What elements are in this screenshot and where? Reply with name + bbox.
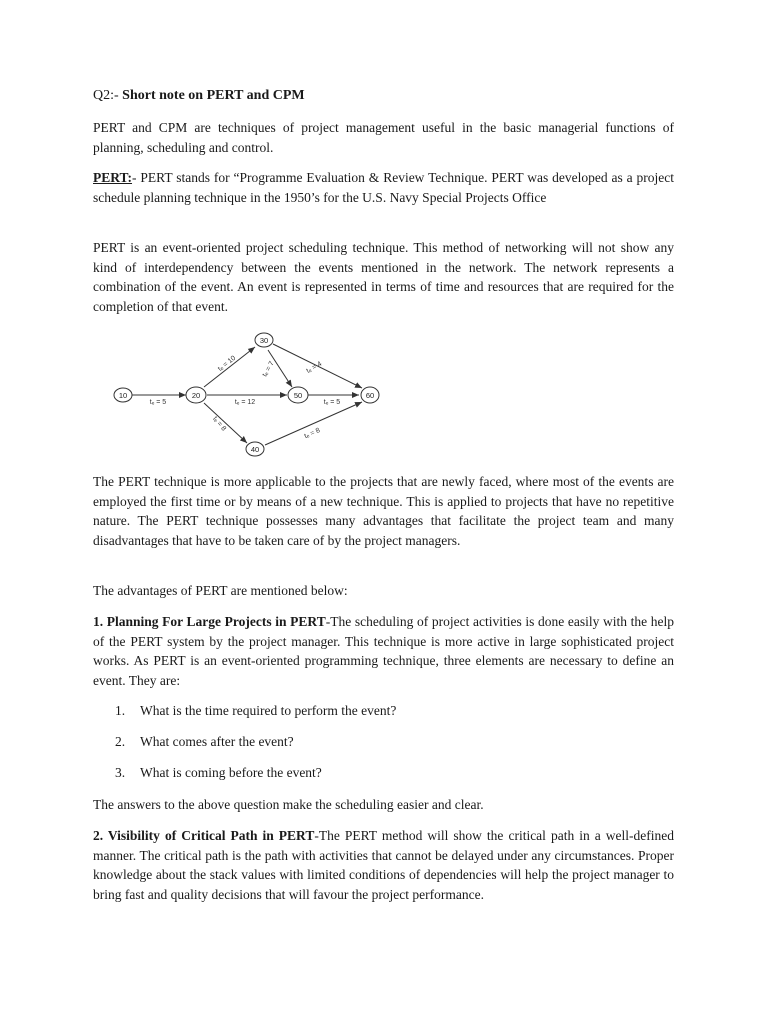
pert-label: PERT: — [93, 170, 133, 185]
node-50-label: 50 — [293, 391, 303, 400]
edge-label-30-60: tₑ = 4 — [305, 360, 324, 375]
list-number: 2. — [115, 734, 126, 749]
advantage-2-paragraph — [93, 826, 674, 904]
edge-label-10-20: tₑ = 5 — [149, 399, 167, 406]
node-30-label: 30 — [259, 336, 269, 345]
edge-label-20-50: tₑ = 12 — [234, 399, 256, 406]
list-text: What is coming before the event? — [140, 765, 322, 780]
list-text: What comes after the event? — [140, 734, 294, 749]
edge-label-30-50: tₑ = 7 — [261, 360, 276, 379]
question-heading — [93, 87, 305, 105]
node-40-label: 40 — [250, 445, 260, 454]
edge-label-20-30: tₑ = 10 — [216, 354, 238, 373]
advantage-2-title: 2. Visibility of Critical Path in PERT — [93, 828, 315, 843]
advantage-2-text: -The PERT method will show the critical path in a well-defined manner. The critical path is the path with activities that cannot be delayed under any circumstances. Proper knowledge about the stack values with limited conditions of dependencies will help the project manager to bring fast and quality decisions that will favour the project performance. — [93, 828, 674, 902]
node-10-label: 10 — [118, 391, 128, 400]
advantage-1-text: -The scheduling of project activities is done easily with the help of the PERT system by the project manager. This technique is more active in large sophisticated project works. As PERT is an event-oriented programming technique, three elements are necessary to define an event. They are: — [93, 614, 674, 688]
list-item — [115, 763, 322, 782]
list-item — [115, 701, 396, 720]
list-item — [115, 732, 294, 751]
edge-label-20-40: tₑ = 8 — [211, 415, 228, 433]
advantage-1-paragraph — [93, 612, 674, 690]
pert-definition-paragraph — [93, 168, 674, 207]
question-title: Short note on PERT and CPM — [122, 88, 305, 103]
node-20-label: 20 — [191, 391, 201, 400]
pert-network-diagram — [110, 325, 390, 465]
pert-definition-text: - PERT stands for “Programme Evaluation & Review Technique. PERT was developed as a project schedule planning technique in the 1950’s for the U.S. Navy Special Projects Office — [93, 170, 674, 205]
applicability-paragraph: The PERT technique is more applicable to the projects that are newly faced, where most of the events are employed the first time or by means of a new technique. This is applied to projects that have no repetitive nature. The PERT technique possesses many advantages that facilitate the project team and many disadvantages that have to be taken care of by the project managers. — [93, 474, 674, 548]
edge-label-50-60: tₑ = 5 — [323, 399, 341, 406]
edge-label-40-60: tₑ = 8 — [303, 427, 322, 441]
advantages-intro: The advantages of PERT are mentioned below: — [93, 583, 348, 598]
list-text: What is the time required to perform the event? — [140, 703, 397, 718]
pert-event-paragraph: PERT is an event-oriented project scheduling technique. This method of networking will not show any kind of interdependency between the events mentioned in the network. The network represents a combination of the event. An event is represented in terms of time and resources that are required for the completion of that event. — [93, 240, 674, 314]
intro-paragraph: PERT and CPM are techniques of project management useful in the basic managerial functions of planning, scheduling and control. — [93, 120, 674, 155]
edge-20-30 — [204, 347, 255, 387]
list-number: 1. — [115, 703, 126, 718]
answers-note: The answers to the above question make the scheduling easier and clear. — [93, 797, 484, 812]
question-prefix: Q2:- — [93, 88, 123, 103]
list-number: 3. — [115, 765, 126, 780]
node-60-label: 60 — [365, 391, 375, 400]
edge-20-40 — [204, 403, 247, 443]
edge-40-60 — [265, 402, 362, 445]
advantage-1-title: 1. Planning For Large Projects in PERT — [93, 614, 326, 629]
